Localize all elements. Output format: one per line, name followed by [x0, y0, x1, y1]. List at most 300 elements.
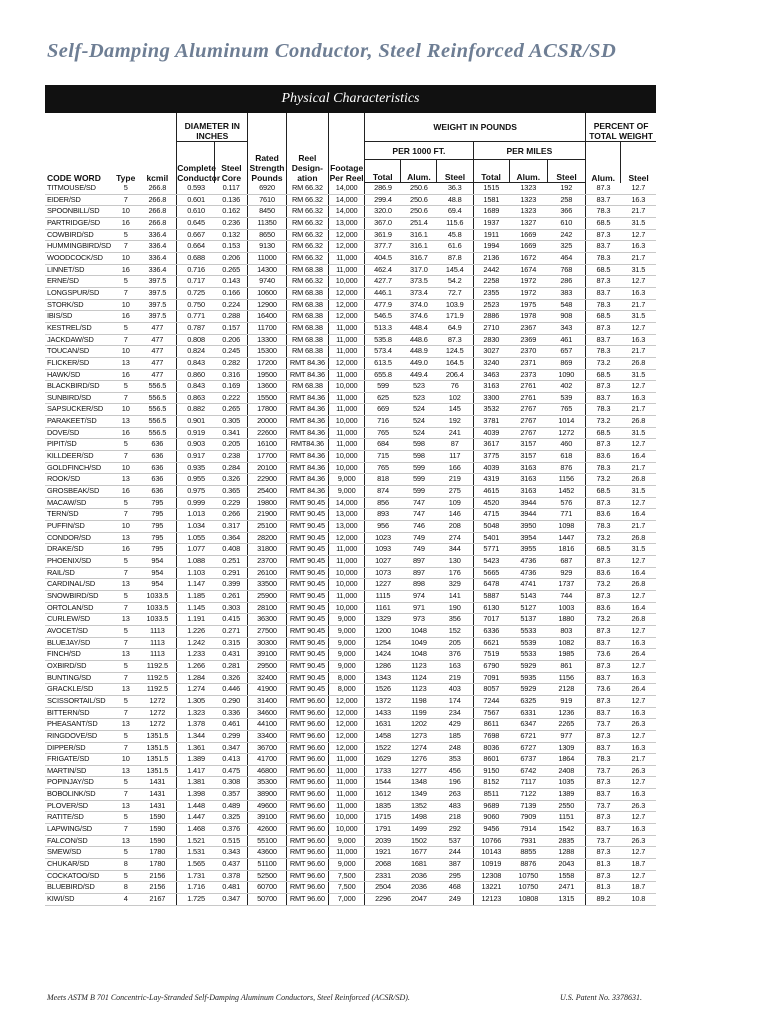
cell-percent-alum: 87.3: [586, 590, 621, 602]
cell-weight-mile-alum: 2367: [509, 322, 547, 334]
cell-kcmil: 1351.5: [138, 754, 176, 766]
cell-weight-mile-steel: 1558: [547, 870, 585, 882]
cell-weight-mile-total: 7567: [473, 707, 509, 719]
cell-code-word: ERNE/SD: [45, 276, 113, 288]
cell-reel-designation: RMT 84.36: [286, 404, 328, 416]
cell-complete-conductor: 1.284: [177, 672, 215, 684]
cell-percent-alum: 78.3: [586, 346, 621, 358]
cell-type: 16: [113, 311, 138, 323]
table-row: [45, 590, 656, 602]
cell-rated-strength: 15300: [248, 346, 286, 358]
cell-percent-steel: 16.4: [621, 602, 656, 614]
cell-footage-per-reel: 9,000: [329, 625, 365, 637]
cell-weight-1000ft-alum: 1276: [401, 754, 437, 766]
cell-type: 5: [113, 183, 138, 195]
cell-code-word: HUMMINGBIRD/SD: [45, 241, 113, 253]
cell-percent-alum: 87.3: [586, 625, 621, 637]
cell-complete-conductor: 1.378: [177, 719, 215, 731]
cell-reel-designation: RMT 90.45: [286, 497, 328, 509]
cell-reel-designation: RMT84.36: [286, 439, 328, 451]
cell-steel-core: 0.245: [215, 346, 248, 358]
cell-percent-alum: 87.3: [586, 229, 621, 241]
cell-weight-1000ft-alum: 974: [401, 590, 437, 602]
cell-weight-mile-total: 6478: [473, 579, 509, 591]
cell-weight-mile-alum: 2767: [509, 427, 547, 439]
cell-percent-alum: 87.3: [586, 439, 621, 451]
cell-reel-designation: RMT 96.60: [286, 870, 328, 882]
cell-weight-1000ft-steel: 353: [437, 754, 473, 766]
cell-percent-steel: 21.7: [621, 206, 656, 218]
cell-weight-1000ft-alum: 448.4: [401, 322, 437, 334]
cell-footage-per-reel: 13,000: [329, 217, 365, 229]
cell-rated-strength: 39100: [248, 812, 286, 824]
cell-reel-designation: RMT 96.60: [286, 824, 328, 836]
cell-type: 5: [113, 660, 138, 672]
cell-complete-conductor: 1.468: [177, 824, 215, 836]
cell-weight-mile-alum: 6347: [509, 719, 547, 731]
cell-weight-mile-alum: 3163: [509, 486, 547, 498]
cell-complete-conductor: 0.901: [177, 416, 215, 428]
cell-complete-conductor: 0.975: [177, 486, 215, 498]
cell-percent-alum: 87.3: [586, 695, 621, 707]
cell-weight-mile-steel: 1864: [547, 754, 585, 766]
cell-code-word: DRAKE/SD: [45, 544, 113, 556]
cell-weight-1000ft-steel: 87.3: [437, 334, 473, 346]
cell-weight-mile-total: 7244: [473, 695, 509, 707]
cell-code-word: ROOK/SD: [45, 474, 113, 486]
cell-code-word: SUNBIRD/SD: [45, 392, 113, 404]
cell-weight-mile-alum: 1327: [509, 217, 547, 229]
cell-weight-1000ft-alum: 897: [401, 567, 437, 579]
cell-kcmil: 556.5: [138, 416, 176, 428]
cell-weight-1000ft-total: 1227: [365, 579, 401, 591]
cell-complete-conductor: 1.323: [177, 707, 215, 719]
cell-footage-per-reel: 11,000: [329, 777, 365, 789]
table-row: [45, 894, 656, 906]
cell-weight-mile-steel: 919: [547, 695, 585, 707]
cell-weight-1000ft-total: 684: [365, 439, 401, 451]
cell-rated-strength: 43600: [248, 847, 286, 859]
cell-reel-designation: RMT 90.45: [286, 521, 328, 533]
cell-reel-designation: RMT 84.36: [286, 462, 328, 474]
cell-weight-mile-alum: 7914: [509, 824, 547, 836]
cell-type: 13: [113, 474, 138, 486]
cell-weight-1000ft-steel: 244: [437, 847, 473, 859]
cell-steel-core: 0.136: [215, 194, 248, 206]
cell-weight-mile-steel: 929: [547, 567, 585, 579]
cell-steel-core: 0.205: [215, 439, 248, 451]
cell-weight-1000ft-total: 613.5: [365, 357, 401, 369]
table-row: [45, 416, 656, 428]
cell-weight-mile-alum: 2370: [509, 346, 547, 358]
cell-weight-mile-total: 7698: [473, 730, 509, 742]
cell-weight-1000ft-alum: 251.4: [401, 217, 437, 229]
cell-weight-1000ft-alum: 2036: [401, 882, 437, 894]
cell-rated-strength: 16400: [248, 311, 286, 323]
cell-percent-alum: 83.7: [586, 824, 621, 836]
cell-weight-1000ft-alum: 1198: [401, 695, 437, 707]
cell-weight-1000ft-alum: 598: [401, 451, 437, 463]
cell-weight-mile-steel: 258: [547, 194, 585, 206]
cell-percent-steel: 16.3: [621, 707, 656, 719]
cell-complete-conductor: 0.824: [177, 346, 215, 358]
cell-weight-1000ft-alum: 373.4: [401, 287, 437, 299]
cell-complete-conductor: 1.266: [177, 660, 215, 672]
cell-complete-conductor: 1.147: [177, 579, 215, 591]
cell-percent-alum: 68.5: [586, 369, 621, 381]
cell-footage-per-reel: 11,000: [329, 556, 365, 568]
cell-weight-mile-alum: 3950: [509, 521, 547, 533]
cell-code-word: JACKDAW/SD: [45, 334, 113, 346]
cell-weight-1000ft-total: 1027: [365, 556, 401, 568]
table-row: [45, 404, 656, 416]
cell-rated-strength: 11000: [248, 252, 286, 264]
cell-weight-mile-steel: 908: [547, 311, 585, 323]
cell-weight-1000ft-steel: 248: [437, 742, 473, 754]
cell-code-word: RATITE/SD: [45, 812, 113, 824]
cell-percent-alum: 87.3: [586, 497, 621, 509]
cell-type: 4: [113, 894, 138, 906]
cell-steel-core: 0.265: [215, 264, 248, 276]
cell-complete-conductor: 1.531: [177, 847, 215, 859]
cell-steel-core: 0.365: [215, 486, 248, 498]
cell-weight-mile-alum: 6737: [509, 754, 547, 766]
cell-percent-alum: 83.7: [586, 194, 621, 206]
cell-weight-mile-alum: 1972: [509, 276, 547, 288]
cell-code-word: CARDINAL/SD: [45, 579, 113, 591]
cell-weight-1000ft-total: 1372: [365, 695, 401, 707]
cell-percent-steel: 16.3: [621, 392, 656, 404]
table-row: [45, 660, 656, 672]
cell-rated-strength: 21900: [248, 509, 286, 521]
cell-percent-alum: 73.6: [586, 649, 621, 661]
cell-footage-per-reel: 11,000: [329, 439, 365, 451]
cell-reel-designation: RMT 96.60: [286, 789, 328, 801]
cell-percent-alum: 73.2: [586, 579, 621, 591]
cell-steel-core: 0.461: [215, 719, 248, 731]
cell-weight-1000ft-steel: 483: [437, 800, 473, 812]
cell-type: 16: [113, 264, 138, 276]
cell-steel-core: 0.157: [215, 322, 248, 334]
cell-reel-designation: RMT 90.45: [286, 625, 328, 637]
cell-weight-mile-total: 7091: [473, 672, 509, 684]
cell-code-word: FLICKER/SD: [45, 357, 113, 369]
cell-weight-1000ft-alum: 1202: [401, 719, 437, 731]
cell-rated-strength: 9740: [248, 276, 286, 288]
cell-weight-1000ft-steel: 130: [437, 556, 473, 568]
cell-type: 5: [113, 870, 138, 882]
cell-weight-1000ft-total: 1286: [365, 660, 401, 672]
cell-weight-mile-alum: 7139: [509, 800, 547, 812]
cell-weight-1000ft-alum: 599: [401, 462, 437, 474]
cell-percent-steel: 26.8: [621, 532, 656, 544]
cell-weight-1000ft-alum: 1124: [401, 672, 437, 684]
table-row: [45, 765, 656, 777]
header-weight-group: WEIGHT IN POUNDS: [365, 113, 586, 142]
cell-weight-1000ft-steel: 117: [437, 451, 473, 463]
cell-kcmil: 1590: [138, 824, 176, 836]
cell-footage-per-reel: 11,000: [329, 252, 365, 264]
cell-weight-1000ft-total: 956: [365, 521, 401, 533]
cell-reel-designation: RM 68.38: [286, 381, 328, 393]
cell-rated-strength: 41700: [248, 754, 286, 766]
table-row: [45, 497, 656, 509]
cell-weight-mile-alum: 8876: [509, 859, 547, 871]
cell-weight-1000ft-total: 716: [365, 416, 401, 428]
header-kcmil: kcmil: [146, 172, 169, 183]
table-row: [45, 882, 656, 894]
cell-rated-strength: 23700: [248, 556, 286, 568]
cell-steel-core: 0.229: [215, 497, 248, 509]
cell-rated-strength: 17200: [248, 357, 286, 369]
cell-steel-core: 0.431: [215, 649, 248, 661]
cell-complete-conductor: 0.716: [177, 264, 215, 276]
cell-weight-mile-steel: 2550: [547, 800, 585, 812]
table-row: [45, 649, 656, 661]
cell-percent-steel: 21.7: [621, 754, 656, 766]
cell-steel-core: 0.281: [215, 660, 248, 672]
cell-weight-1000ft-total: 893: [365, 509, 401, 521]
header-miles-alum: Alum.: [509, 160, 547, 183]
table-row: [45, 439, 656, 451]
cell-code-word: FINCH/SD: [45, 649, 113, 661]
cell-weight-1000ft-steel: 356: [437, 614, 473, 626]
header-reel-designation: Reel Design- ation: [286, 113, 328, 183]
cell-steel-core: 0.341: [215, 427, 248, 439]
cell-type: 13: [113, 416, 138, 428]
cell-steel-core: 0.364: [215, 532, 248, 544]
cell-footage-per-reel: 10,000: [329, 567, 365, 579]
cell-reel-designation: RMT 90.45: [286, 567, 328, 579]
cell-weight-mile-total: 4520: [473, 497, 509, 509]
cell-rated-strength: 20100: [248, 462, 286, 474]
cell-weight-mile-alum: 3157: [509, 451, 547, 463]
table-row: [45, 579, 656, 591]
cell-weight-mile-steel: 1447: [547, 532, 585, 544]
cell-kcmil: 1033.5: [138, 590, 176, 602]
cell-weight-1000ft-alum: 747: [401, 497, 437, 509]
cell-complete-conductor: 0.999: [177, 497, 215, 509]
cell-reel-designation: RMT 96.60: [286, 812, 328, 824]
table-row: [45, 462, 656, 474]
cell-type: 13: [113, 765, 138, 777]
cell-footage-per-reel: 12,000: [329, 357, 365, 369]
cell-weight-1000ft-total: 715: [365, 451, 401, 463]
cell-percent-steel: 12.7: [621, 777, 656, 789]
cell-type: 13: [113, 357, 138, 369]
cell-weight-1000ft-steel: 48.8: [437, 194, 473, 206]
cell-weight-mile-steel: 2471: [547, 882, 585, 894]
cell-reel-designation: RMT 84.36: [286, 369, 328, 381]
cell-type: 5: [113, 556, 138, 568]
cell-weight-1000ft-total: 1733: [365, 765, 401, 777]
cell-weight-1000ft-alum: 598: [401, 439, 437, 451]
header-footage-per-reel: Footage Per Reel: [329, 113, 365, 183]
cell-complete-conductor: 0.717: [177, 276, 215, 288]
cell-weight-mile-total: 3027: [473, 346, 509, 358]
cell-footage-per-reel: 12,000: [329, 707, 365, 719]
cell-code-word: ORTOLAN/SD: [45, 602, 113, 614]
cell-complete-conductor: 0.808: [177, 334, 215, 346]
cell-code-word: PHOENIX/SD: [45, 556, 113, 568]
cell-percent-alum: 73.7: [586, 719, 621, 731]
cell-weight-1000ft-alum: 1499: [401, 824, 437, 836]
table-row: [45, 637, 656, 649]
cell-weight-mile-total: 4319: [473, 474, 509, 486]
cell-weight-mile-steel: 2835: [547, 835, 585, 847]
cell-weight-1000ft-steel: 263: [437, 789, 473, 801]
cell-percent-steel: 16.4: [621, 509, 656, 521]
cell-kcmil: 1431: [138, 800, 176, 812]
cell-weight-mile-total: 2442: [473, 264, 509, 276]
cell-weight-mile-alum: 4741: [509, 579, 547, 591]
cell-weight-1000ft-steel: 429: [437, 719, 473, 731]
cell-weight-1000ft-total: 299.4: [365, 194, 401, 206]
cell-weight-mile-steel: 1985: [547, 649, 585, 661]
cell-type: 5: [113, 497, 138, 509]
cell-reel-designation: RM 68.38: [286, 299, 328, 311]
table-row: [45, 427, 656, 439]
cell-weight-mile-steel: 242: [547, 229, 585, 241]
cell-type: 7: [113, 672, 138, 684]
cell-weight-mile-steel: 1236: [547, 707, 585, 719]
cell-code-word: BLUEBIRD/SD: [45, 882, 113, 894]
cell-complete-conductor: 0.935: [177, 462, 215, 474]
cell-percent-alum: 68.5: [586, 311, 621, 323]
cell-code-word: HAWK/SD: [45, 369, 113, 381]
cell-steel-core: 0.326: [215, 672, 248, 684]
cell-weight-mile-alum: 5929: [509, 660, 547, 672]
cell-steel-core: 0.343: [215, 847, 248, 859]
cell-percent-alum: 73.2: [586, 474, 621, 486]
cell-weight-mile-total: 8611: [473, 719, 509, 731]
cell-type: 5: [113, 590, 138, 602]
cell-weight-mile-alum: 2761: [509, 392, 547, 404]
cell-footage-per-reel: 11,000: [329, 847, 365, 859]
cell-reel-designation: RM 66.32: [286, 276, 328, 288]
cell-steel-core: 0.265: [215, 404, 248, 416]
cell-code-word: PUFFIN/SD: [45, 521, 113, 533]
cell-complete-conductor: 1.305: [177, 695, 215, 707]
cell-weight-mile-total: 2830: [473, 334, 509, 346]
cell-weight-1000ft-alum: 898: [401, 579, 437, 591]
cell-percent-steel: 31.5: [621, 544, 656, 556]
cell-weight-mile-steel: 1151: [547, 812, 585, 824]
cell-complete-conductor: 1.565: [177, 859, 215, 871]
cell-rated-strength: 50700: [248, 894, 286, 906]
cell-steel-core: 0.376: [215, 824, 248, 836]
cell-steel-core: 0.288: [215, 311, 248, 323]
cell-kcmil: 1272: [138, 719, 176, 731]
cell-percent-steel: 21.7: [621, 299, 656, 311]
cell-steel-core: 0.437: [215, 859, 248, 871]
cell-complete-conductor: 0.903: [177, 439, 215, 451]
cell-code-word: MACAW/SD: [45, 497, 113, 509]
cell-weight-1000ft-steel: 292: [437, 824, 473, 836]
cell-weight-mile-total: 7017: [473, 614, 509, 626]
cell-weight-mile-steel: 325: [547, 241, 585, 253]
cell-type: 5: [113, 812, 138, 824]
cell-complete-conductor: 0.664: [177, 241, 215, 253]
cell-reel-designation: RM 66.32: [286, 206, 328, 218]
cell-reel-designation: RMT 96.60: [286, 859, 328, 871]
cell-rated-strength: 39100: [248, 649, 286, 661]
cell-weight-mile-alum: 3163: [509, 462, 547, 474]
cell-type: 8: [113, 882, 138, 894]
cell-percent-steel: 12.7: [621, 660, 656, 672]
cell-steel-core: 0.308: [215, 777, 248, 789]
cell-rated-strength: 33400: [248, 730, 286, 742]
table-row: [45, 859, 656, 871]
cell-type: 10: [113, 346, 138, 358]
cell-type: 5: [113, 730, 138, 742]
cell-weight-1000ft-steel: 152: [437, 625, 473, 637]
cell-percent-alum: 83.7: [586, 789, 621, 801]
cell-kcmil: 556.5: [138, 404, 176, 416]
cell-weight-mile-steel: 539: [547, 392, 585, 404]
cell-weight-1000ft-alum: 1502: [401, 835, 437, 847]
cell-kcmil: 954: [138, 556, 176, 568]
cell-kcmil: 1780: [138, 859, 176, 871]
table-row: [45, 241, 656, 253]
header-diameter-group: DIAMETER IN INCHES: [177, 113, 248, 142]
cell-weight-mile-alum: 2767: [509, 404, 547, 416]
cell-footage-per-reel: 10,000: [329, 416, 365, 428]
cell-kcmil: 336.4: [138, 264, 176, 276]
cell-weight-mile-total: 4039: [473, 462, 509, 474]
cell-code-word: COCKATOO/SD: [45, 870, 113, 882]
cell-code-word: KILLDEER/SD: [45, 451, 113, 463]
cell-percent-steel: 21.7: [621, 521, 656, 533]
cell-steel-core: 0.378: [215, 870, 248, 882]
cell-code-word: CONDOR/SD: [45, 532, 113, 544]
cell-complete-conductor: 0.601: [177, 194, 215, 206]
cell-steel-core: 0.162: [215, 206, 248, 218]
cell-steel-core: 0.481: [215, 882, 248, 894]
header-miles-total: Total: [473, 160, 509, 183]
cell-reel-designation: RMT 90.45: [286, 509, 328, 521]
cell-complete-conductor: 1.242: [177, 637, 215, 649]
cell-weight-1000ft-alum: 971: [401, 602, 437, 614]
cell-kcmil: 795: [138, 509, 176, 521]
cell-rated-strength: 27500: [248, 625, 286, 637]
cell-weight-1000ft-steel: 124.5: [437, 346, 473, 358]
cell-footage-per-reel: 10,000: [329, 451, 365, 463]
cell-percent-alum: 73.7: [586, 800, 621, 812]
cell-weight-1000ft-steel: 403: [437, 684, 473, 696]
cell-weight-1000ft-total: 1631: [365, 719, 401, 731]
cell-percent-steel: 12.7: [621, 870, 656, 882]
cell-footage-per-reel: 11,000: [329, 789, 365, 801]
cell-steel-core: 0.284: [215, 462, 248, 474]
cell-steel-core: 0.169: [215, 381, 248, 393]
table-row: [45, 742, 656, 754]
cell-code-word: PIPIT/SD: [45, 439, 113, 451]
cell-weight-mile-total: 3163: [473, 381, 509, 393]
cell-code-word: LINNET/SD: [45, 264, 113, 276]
cell-weight-mile-total: 8036: [473, 742, 509, 754]
cell-type: 7: [113, 567, 138, 579]
cell-steel-core: 0.515: [215, 835, 248, 847]
cell-weight-mile-total: 1581: [473, 194, 509, 206]
cell-weight-mile-steel: 876: [547, 462, 585, 474]
cell-type: 16: [113, 369, 138, 381]
cell-kcmil: 477: [138, 322, 176, 334]
cell-weight-1000ft-steel: 64.9: [437, 322, 473, 334]
cell-weight-1000ft-steel: 241: [437, 427, 473, 439]
cell-weight-mile-total: 4039: [473, 427, 509, 439]
cell-percent-steel: 21.7: [621, 404, 656, 416]
